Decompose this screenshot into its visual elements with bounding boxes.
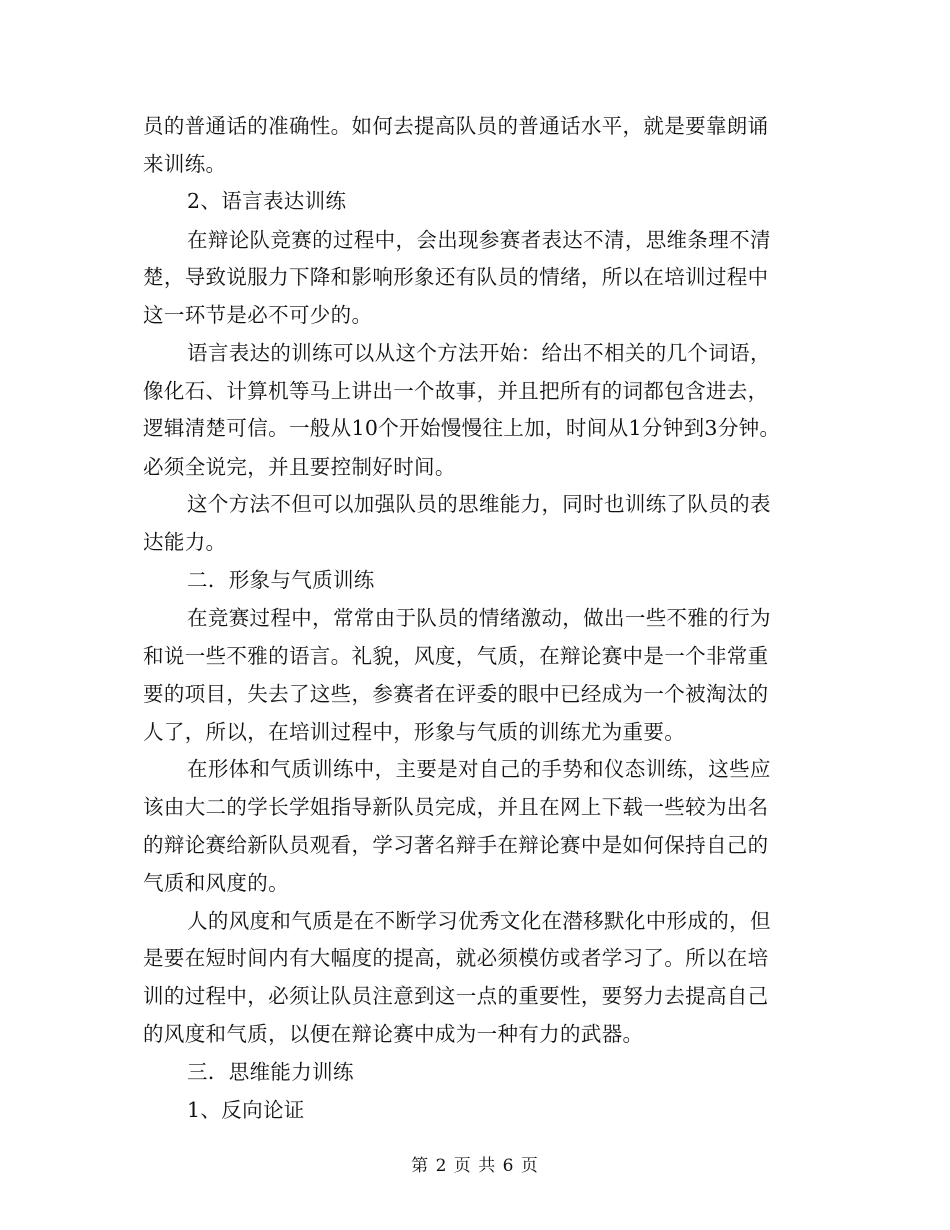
paragraph-line: 逻辑清楚可信。一般从10个开始慢慢往上加，时间从1分钟到3分钟。 — [143, 416, 781, 440]
paragraph-line: 来训练。 — [143, 152, 227, 176]
paragraph-line: 这个方法不但可以加强队员的思维能力，同时也训练了队员的表 — [187, 492, 771, 516]
page-number-footer: 第 2 页 共 6 页 — [411, 1156, 539, 1176]
paragraph-line: 该由大二的学长学姐指导新队员完成，并且在网上下载一些较为出名 — [143, 795, 769, 819]
paragraph-line: 人了，所以，在培训过程中，形象与气质的训练尤为重要。 — [143, 720, 686, 744]
paragraph-line: 的辩论赛给新队员观看，学习著名辩手在辩论赛中是如何保持自己的 — [143, 833, 769, 857]
paragraph-line: 和说一些不雅的语言。礼貌，风度，气质，在辩论赛中是一个非常重 — [143, 644, 769, 668]
paragraph-line: 在竞赛过程中，常常由于队员的情绪激动，做出一些不雅的行为 — [187, 606, 771, 630]
section-heading: 1、反向论证 — [187, 1098, 305, 1122]
paragraph-line: 在辩论队竞赛的过程中，会出现参赛者表达不清，思维条理不清 — [187, 228, 771, 252]
paragraph-line: 是要在短时间内有大幅度的提高，就必须模仿或者学习了。所以在培 — [143, 946, 769, 970]
paragraph-line: 必须全说完，并且要控制好时间。 — [143, 455, 456, 479]
paragraph-line: 在形体和气质训练中，主要是对自己的手势和仪态训练，这些应 — [187, 757, 771, 781]
paragraph-line: 训的过程中，必须让队员注意到这一点的重要性，要努力去提高自己 — [143, 984, 769, 1008]
paragraph-line: 像化石、计算机等马上讲出一个故事，并且把所有的词都包含进去， — [143, 379, 769, 403]
section-heading: 二．形象与气质训练 — [187, 568, 375, 592]
paragraph-line: 这一环节是必不可少的。 — [143, 303, 373, 327]
paragraph-line: 达能力。 — [143, 530, 227, 554]
paragraph-line: 员的普通话的准确性。如何去提高队员的普通话水平，就是要靠朗诵 — [143, 114, 769, 138]
paragraph-line: 要的项目，失去了这些，参赛者在评委的眼中已经成为一个被淘汰的 — [143, 682, 769, 706]
paragraph-line: 的风度和气质，以便在辩论赛中成为一种有力的武器。 — [143, 1022, 644, 1046]
section-heading: 2、语言表达训练 — [187, 189, 347, 213]
paragraph-line: 气质和风度的。 — [143, 871, 289, 895]
paragraph-line: 楚，导致说服力下降和影响形象还有队员的情绪，所以在培训过程中 — [143, 265, 769, 289]
paragraph-line: 人的风度和气质是在不断学习优秀文化在潜移默化中形成的，但 — [187, 909, 771, 933]
paragraph-line: 语言表达的训练可以从这个方法开始：给出不相关的几个词语， — [187, 341, 771, 365]
section-heading: 三．思维能力训练 — [187, 1060, 354, 1084]
